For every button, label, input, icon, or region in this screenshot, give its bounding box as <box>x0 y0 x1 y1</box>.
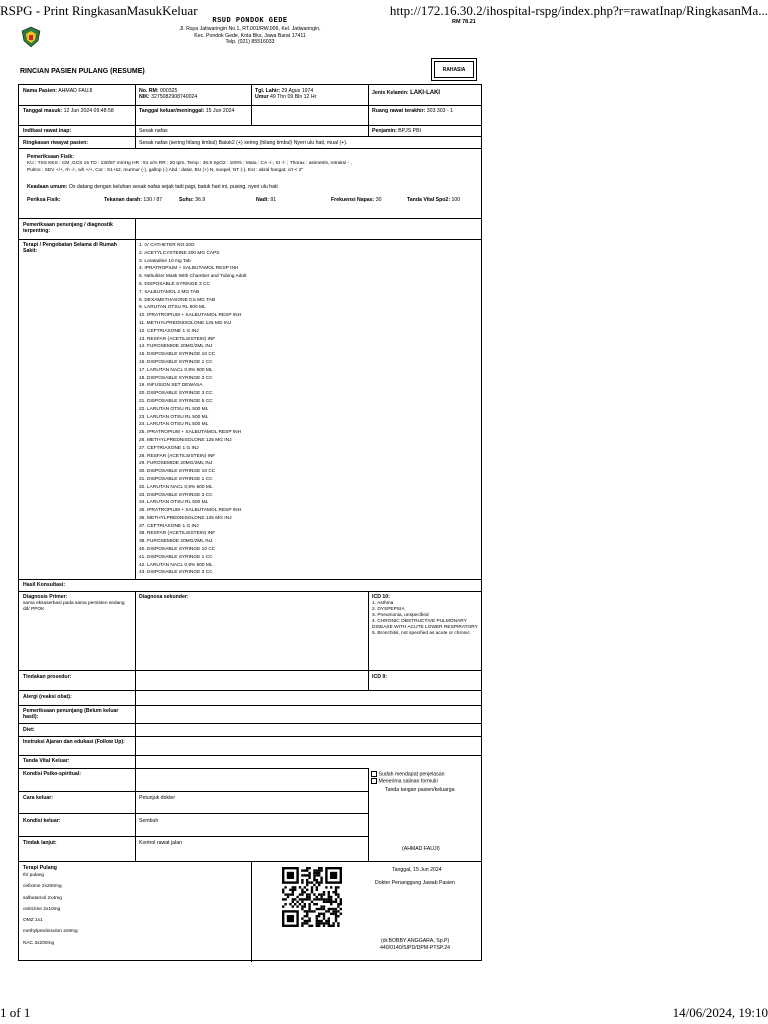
indication-label: Indikasi rawat inap: <box>23 128 72 134</box>
therapy-item: 26. METHYLPREDNISOLONE 125 MG INJ <box>139 437 232 443</box>
doctor-name: (dr.BOBBY ANGGARA, Sp.P) <box>381 938 450 944</box>
exit-value: Petunjuk dokter <box>139 795 176 801</box>
icd10-label: ICD 10: <box>372 594 390 600</box>
therapy-item: 19. INFUSION SET DEWASA <box>139 383 203 389</box>
procedure-label: Tindakan prosedur: <box>23 674 72 680</box>
therapy-item: 12. CEFTRIAXONE 1 G INJ <box>139 328 199 334</box>
print-header-title: RSPG - Print RingkasanMasukKeluar <box>0 3 198 18</box>
icd10-item: 2. DYSPEPSIA <box>372 607 405 612</box>
therapy-item: 11. METHYLPREDNISOLONE 125 MG INJ <box>139 320 232 326</box>
therapy-item: 30. DISPOSABLE SYRINGE 10 CC <box>139 469 216 475</box>
therapy-item: 5. Nebulizer Mask With Chamber and Tubing Adult <box>139 274 247 280</box>
therapy-item: 27. CEFTRIAXONE 1 G INJ <box>139 445 199 451</box>
therapy-item: 36. METHYLPREDNISOLONE 125 MG INJ <box>139 515 232 521</box>
therapy-item: 33. DISPOSABLE SYRINGE 3 CC <box>139 492 213 498</box>
therapy-item: 20. DISPOSABLE SYRINGE 3 CC <box>139 391 213 397</box>
print-header-url: http://172.16.30.2/ihospital-rspg/index.php?r=rawatInap/RingkasanMa... <box>389 3 768 18</box>
diag-primary-label: Diagnosis Primer: <box>23 594 68 600</box>
last-room: Ruang rawat terakhir: 303 303 - 1 <box>372 108 454 114</box>
history-label: Ringkasan riwayat pasien: <box>23 140 89 146</box>
page-title: RINCIAN PASIEN PULANG (RESUME) <box>20 68 145 75</box>
therapy-item: 7. SALBUTAMOL 2 MG TAB <box>139 289 200 295</box>
home-therapy-item: cefixime 2x200mg <box>23 884 62 890</box>
phys-exam-label: Periksa Fisik: <box>27 197 61 203</box>
education-label: Instruksi Ajaran dan edukasi (Follow Up): <box>23 739 125 745</box>
hospital-phone: Telp. (021) 85516033 <box>225 39 275 46</box>
exam-label: Pemeriksaan Fisik: <box>27 154 75 160</box>
therapy-item: 4. IPRATROPIUM + SALBUTAMOL RESP INH <box>139 266 239 272</box>
indication-value: Sesak nafas <box>139 128 168 134</box>
discharge-date: Tanggal keluar/meninggal: 15 Jun 2024 <box>139 108 235 114</box>
condition-value: Sembuh <box>139 818 159 824</box>
resume-form <box>18 84 482 961</box>
icd10-list <box>372 601 478 637</box>
support-label: Pemeriksaan penunjang / diagnostik terpenting: <box>23 222 113 235</box>
consult-label: Hasil Konsultasi: <box>23 582 66 588</box>
allergy-label: Alergi (reaksi obat): <box>23 694 72 700</box>
diet-label: Diet: <box>23 727 35 733</box>
therapy-item: 38. RESFAR (ACETILSISTEIN) INF <box>139 531 216 537</box>
diag-secondary-label: Diagnosa sekunder: <box>139 594 189 600</box>
icd10-item: 1. Asthma <box>372 601 394 606</box>
home-therapy-item: OMZ 1x1 <box>23 918 43 924</box>
therapy-item: 22. LARUTAN OTSU RL 500 ML <box>139 406 209 412</box>
confidential-badge: RAHASIA <box>434 61 474 78</box>
therapy-item: 23. LARUTAN OTSU RL 500 ML <box>139 414 209 420</box>
copy-checkbox[interactable]: Menerima salinan formulir <box>371 778 438 785</box>
home-therapy-item: methylprednisolon 2x8mg <box>23 929 78 935</box>
therapy-item: 32. LARUTAN NACL 0,9% 500 ML <box>139 484 213 490</box>
therapy-item: 6. DISPOSABLE SYRINGE 3 CC <box>139 281 210 287</box>
payer: Penjamin: BPJS PBI <box>372 128 422 134</box>
therapy-item: 2. ACETYLCYSTEINE 200 MG CAPS <box>139 250 220 256</box>
therapy-item: 15. DISPOSABLE SYRINGE 10 CC <box>139 352 216 358</box>
therapy-item: 10. IPRATROPIUM + SALBUTAMOL RESP INH <box>139 313 242 319</box>
therapy-item: 25. IPRATROPIUM + SALBUTAMOL RESP INH <box>139 430 242 436</box>
icd10-item: 3. Pneumonia, unspecified <box>372 613 429 618</box>
therapy-item: 41. DISPOSABLE SYRINGE 1 CC <box>139 554 213 560</box>
admit-date: Tanggal masuk: 12 Jun 2024 09:48:58 <box>23 108 114 114</box>
patient-sex: Jenis Kelamin: LAKI-LAKI <box>372 90 441 96</box>
therapy-item: 24. LARUTAN OTSU RL 500 ML <box>139 422 209 428</box>
hospital-address <box>0 26 500 46</box>
date-of-birth: Tgl. Lahir: 29 Agus 1974 Umur 49 Thn 09 Bln 12 Hr <box>255 88 317 101</box>
home-therapy-label: Terapi Pulang <box>23 865 57 871</box>
blood-pressure: Tekanan darah: 130 / 87 <box>104 197 163 203</box>
home-therapy-item: salbutamol 2x4mg <box>23 895 62 901</box>
checkbox-icon <box>371 778 377 784</box>
spo2: Tanda Vital Spo2: 100 <box>407 197 461 203</box>
diag-primary-value: sama eksaserbasi pada sama persisten sedang dd/ PPOK <box>23 601 125 612</box>
form-code: RM 78.21 <box>452 19 476 25</box>
psycho-label: Kondisi Psiko-spiritual: <box>23 771 81 777</box>
hospital-name: RSUD PONDOK GEDE <box>212 17 288 25</box>
therapy-item: 29. FUROSEMIDE 20MG/2ML INJ <box>139 461 213 467</box>
exit-label: Cara keluar: <box>23 795 53 801</box>
therapy-item: 3. Loratadine 10 mg Tab <box>139 258 191 264</box>
family-sign-label: Tanda tangan pasien/keluarga <box>385 787 455 793</box>
family-signature-name: (AHMAD FAUJI) <box>402 846 440 852</box>
pending-label: Pemeriksaan penunjang (Belum keluar hasil): <box>23 708 119 721</box>
icd9-label: ICD 9: <box>372 674 387 680</box>
address-line-1: Jl. Raya Jatiwaringin No.1, RT.001/RW.009, Kel. Jatiwaringin, <box>179 26 321 32</box>
print-footer <box>0 1002 768 1024</box>
therapy-item: 34. LARUTAN OTSU RL 500 ML <box>139 500 209 506</box>
patient-name: Nama Pasien: AHMAD FAUJI <box>23 88 93 94</box>
therapy-item: 18. DISPOSABLE SYRINGE 3 CC <box>139 375 213 381</box>
vitals-out-label: Tanda Vital Keluar: <box>23 758 70 764</box>
therapy-label: Terapi / Pengobatan Selama di Rumah Sakit: <box>23 242 117 255</box>
therapy-item: 39. FUROSEMIDE 20MG/2ML INJ <box>139 539 213 545</box>
followup-label: Tindak lanjut: <box>23 840 57 846</box>
doctor-license: 440/0140/SIPD/DPM-PTSP.24 <box>380 945 450 951</box>
therapy-item: 16. DISPOSABLE SYRINGE 1 CC <box>139 359 213 365</box>
explanation-checkbox[interactable]: Sudah mendapat penjelasan <box>371 771 445 778</box>
therapy-item: 42. LARUTAN NACL 0,9% 500 ML <box>139 562 213 568</box>
therapy-item: 37. CEFTRIAXONE 1 G INJ <box>139 523 199 529</box>
therapy-list <box>139 243 364 578</box>
home-therapy-item: NAC 3x200mg <box>23 940 55 946</box>
general-condition: Keadaan umum: Os datang dengan keluhan sesak nafas sejak tadi pagi, batuk hari ini, pusing, nyeri ulu hati <box>27 184 278 190</box>
therapy-item: 14. FUROSEMIDE 20MG/2ML INJ <box>139 344 213 350</box>
sign-date: Tanggal, 15 Jun 2024 <box>392 867 442 873</box>
icd10-item: 4. CHRONIC OBSTRUCTIVE PULMONARY DISEASE WITH ACUTE LOWER RESPIRATORY <box>372 619 478 630</box>
therapy-item: 28. RESFAR (ACETILSISTEIN) INF <box>139 453 216 459</box>
home-therapy-item: th/ pulang <box>23 873 45 878</box>
therapy-item: 35. IPRATROPIUM + SALBUTAMOL RESP INH <box>139 508 242 514</box>
checkbox-icon <box>371 771 377 777</box>
home-therapy-item: cetirizine 2x10mg <box>23 906 61 912</box>
medical-record-number: No. RM: 000325 NIK: 3275082908740024 <box>139 88 198 101</box>
doctor-role: Dokter Penanggung Jawab Pasien <box>375 880 455 886</box>
print-timestamp: 14/06/2024, 19:10 <box>672 1005 768 1020</box>
therapy-item: 17. LARUTAN NACL 0,9% 500 ML <box>139 367 213 373</box>
exam-line-2: Pulmo : SDV +/+, rh -/-, wh +/+, Cor : S1+s2, murmur (-), gallop (-) Abd : datar, BU (+) N, soepel, NT (-), Ext : akral hangat; crt < 2" <box>27 168 304 173</box>
respiratory-rate: Frekuensi Napas: 30 <box>331 197 382 203</box>
address-line-2: Kec. Pondok Gede, Kota Bks, Jawa Barat 17411 <box>194 32 306 39</box>
icd10-item: 5. Bronchitis, not specified as acute or chronic <box>372 631 470 636</box>
therapy-item: 31. DISPOSABLE SYRINGE 1 CC <box>139 476 213 482</box>
history-value: Sesak nafas (sering hilang timbul) Batuk2 (+) sering (hilang timbul) Nyeri ulu hati, mual (+). <box>139 140 348 146</box>
followup-value: Kontrol rawat jalan <box>139 840 182 846</box>
therapy-item: 43. DISPOSABLE SYRINGE 3 CC <box>139 570 213 576</box>
pulse: Nadi: 91 <box>256 197 277 203</box>
therapy-item: 9. LARUTAN OTSU RL 500 ML <box>139 305 206 311</box>
condition-label: Kondisi keluar: <box>23 818 61 824</box>
home-therapy-list <box>23 873 243 952</box>
therapy-item: 8. DEXAMETHASONE 0.5 MG TAB <box>139 297 216 303</box>
therapy-item: 1. IV CATHETER NO 20G <box>139 243 195 248</box>
exam-line-1: KU : TSS KES : CM ,GCS 15 TD : 130/87 mmHg HR : 91 x/m RR : 20 tpm, Temp : 36.9 SpO2 : 100% ; Mata : CA -/-, SI -/- ; Thorax : asimetris, retraksi - , <box>27 161 352 166</box>
therapy-item: 13. RESFAR (ACETILSISTEIN) INF <box>139 336 216 342</box>
temperature: Suhu: 36.9 <box>179 197 206 203</box>
therapy-item: 21. DISPOSABLE SYRINGE 5 CC <box>139 398 213 404</box>
therapy-item: 40. DISPOSABLE SYRINGE 10 CC <box>139 547 216 553</box>
page-count: 1 of 1 <box>0 1005 31 1020</box>
qr-code-icon <box>282 867 342 927</box>
